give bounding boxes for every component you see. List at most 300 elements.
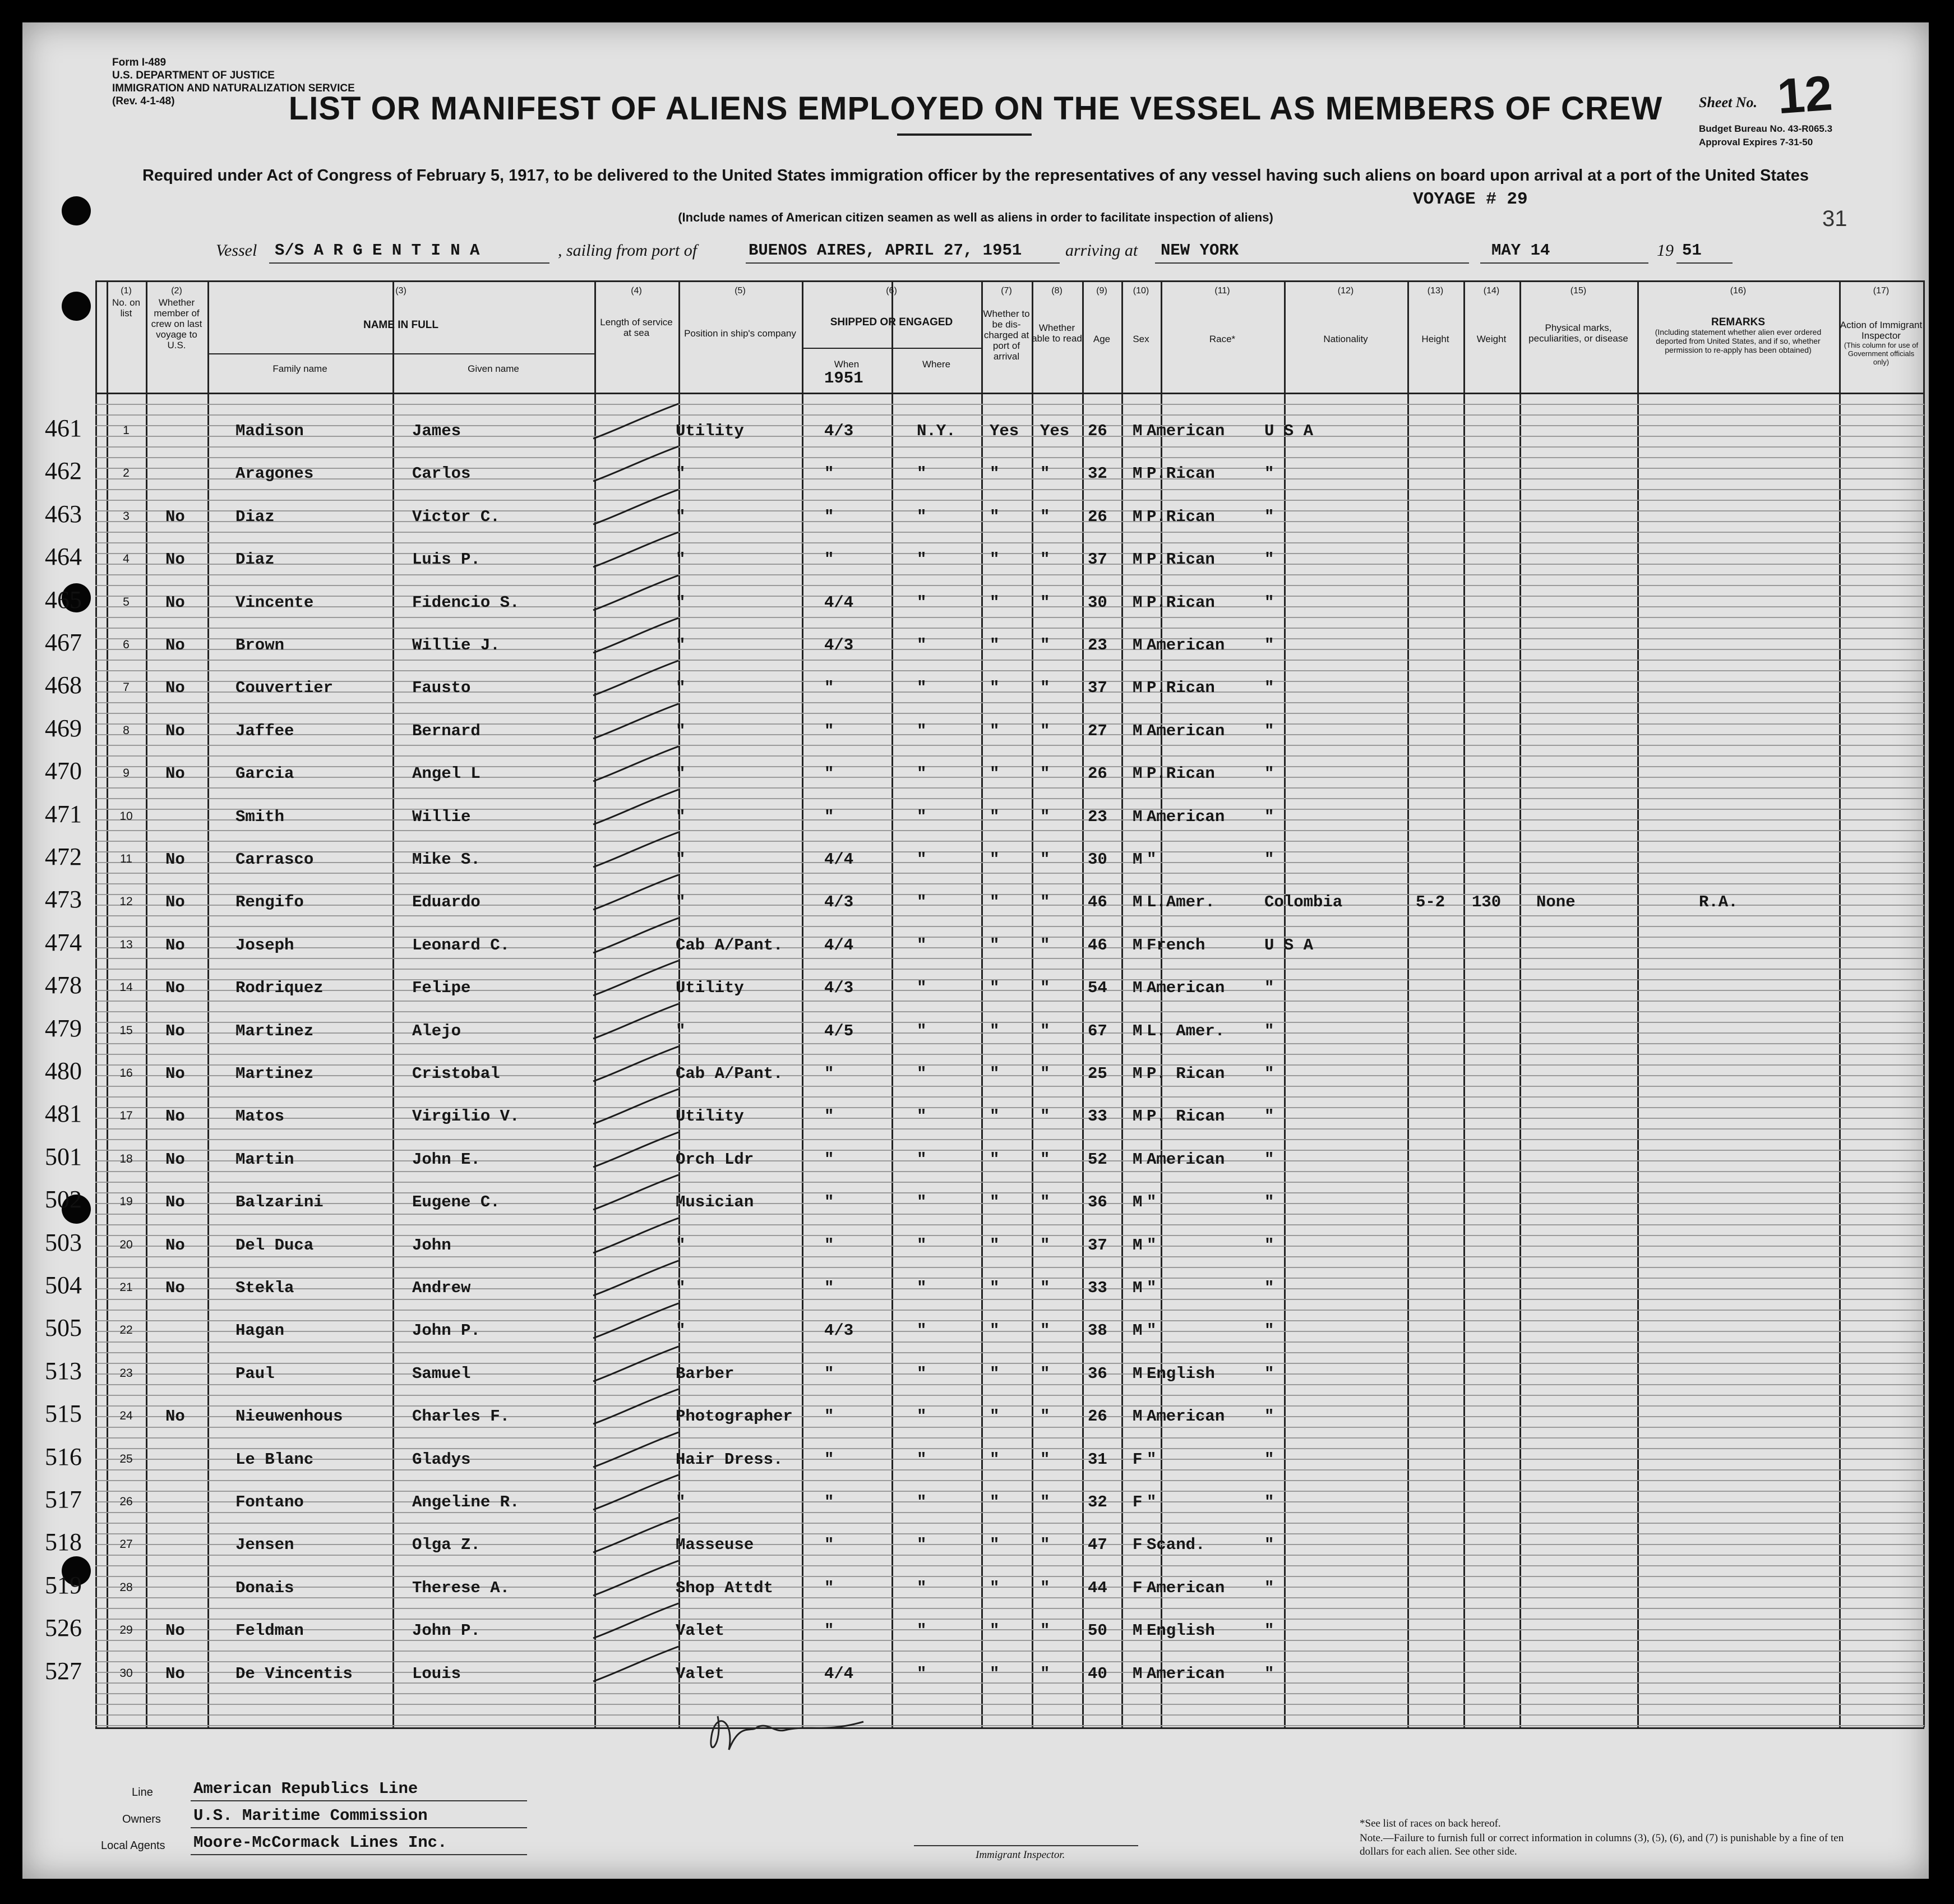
ruled-line [95, 1032, 1924, 1034]
cell-given: Olga Z. [412, 1536, 481, 1555]
cell-where: " [917, 1021, 927, 1040]
cell-family: Balzarini [235, 1193, 324, 1212]
ruled-line [95, 670, 1924, 671]
cell-family: Jaffee [235, 721, 294, 740]
ruled-line [95, 894, 1924, 895]
cell-position: " [676, 1021, 686, 1040]
cell-disch: " [990, 1150, 1000, 1169]
ruled-line [95, 809, 1924, 810]
ruled-line [95, 905, 1924, 906]
ruled-line [95, 734, 1924, 735]
ruled-line [95, 596, 1924, 597]
cell-read: " [1040, 507, 1050, 526]
ruled-line [95, 1565, 1924, 1566]
cell-age: 36 [1088, 1364, 1107, 1383]
cell-when: " [824, 1364, 834, 1383]
cell-race: American [1147, 1578, 1225, 1597]
cell-given: Bernard [412, 721, 481, 740]
cell-where: " [917, 464, 927, 483]
cell-where: " [917, 807, 927, 826]
cell-last: No [165, 850, 185, 869]
cell-where: N.Y. [917, 422, 956, 440]
column-rule [802, 280, 803, 1727]
header-race: Race* [1209, 334, 1236, 344]
owners-underline [191, 1827, 527, 1828]
ruled-line [95, 1096, 1924, 1098]
cell-nat: Colombia [1264, 893, 1343, 912]
service-check-mark [589, 1428, 684, 1473]
tally-number: 463 [45, 500, 82, 528]
ruled-line [95, 510, 1924, 511]
ruled-line [95, 979, 1924, 980]
ruled-line [95, 713, 1924, 714]
cell-sex: M [1133, 979, 1143, 998]
year-suffix: 51 [1682, 241, 1702, 260]
cell-disch: " [990, 679, 1000, 698]
cell-position: Barber [676, 1364, 735, 1383]
ruled-line [95, 1320, 1924, 1321]
cell-given: Therese A. [412, 1578, 510, 1597]
ruled-line [95, 1629, 1924, 1630]
ruled-line [95, 638, 1924, 639]
cell-read: " [1040, 593, 1050, 612]
column-rule [95, 280, 97, 1727]
cell-race: American [1147, 1150, 1225, 1169]
colnum-2: (2) [171, 286, 182, 296]
ruled-line [95, 1086, 1924, 1087]
ruled-line [95, 723, 1924, 725]
cell-disch: " [990, 764, 1000, 783]
cell-last: No [165, 979, 185, 998]
ruled-line [95, 574, 1924, 575]
cell-age: 44 [1088, 1578, 1107, 1597]
cell-last: No [165, 1621, 185, 1640]
cell-when: " [824, 679, 834, 698]
ruled-line [95, 1491, 1924, 1492]
voyage-number: VOYAGE # 29 [1413, 190, 1528, 209]
cell-sex: M [1133, 1621, 1143, 1640]
cell-sex: M [1133, 1235, 1143, 1255]
colnum-13: (13) [1427, 286, 1444, 296]
cell-no: 19 [119, 1195, 133, 1209]
ruled-line [95, 1001, 1924, 1002]
cell-no: 21 [119, 1281, 133, 1294]
cell-disch: " [990, 1279, 1000, 1297]
cell-read: " [1040, 1150, 1050, 1169]
header-given: Given name [468, 363, 519, 374]
agents-underline [191, 1854, 527, 1855]
cell-read: " [1040, 1021, 1050, 1040]
column-rule [1407, 280, 1409, 1727]
cell-family: Martin [235, 1150, 294, 1169]
cell-given: John P. [412, 1321, 481, 1340]
cell-when: " [824, 1493, 834, 1511]
cell-no: 1 [123, 424, 130, 437]
cell-disch: " [990, 550, 1000, 569]
sheet-number: 12 [1775, 64, 1835, 125]
colnum-9: (9) [1096, 286, 1107, 296]
column-rule [146, 280, 147, 1727]
cell-where: " [917, 721, 927, 740]
tally-number: 513 [45, 1357, 82, 1385]
cell-no: 9 [123, 767, 130, 780]
cell-where: " [917, 507, 927, 526]
service-check-mark [589, 656, 684, 701]
cell-when: " [824, 1279, 834, 1297]
ruled-line [95, 862, 1924, 863]
cell-nat: " [1264, 1450, 1274, 1469]
subtitle: Required under Act of Congress of February 5, 1917, to be delivered to the United States immigration officer by the representatives of any vessel having such aliens on board upon arrival at a port of the United States [142, 167, 1809, 185]
column-rule [1463, 280, 1465, 1727]
cell-when: " [824, 1450, 834, 1469]
cell-family: Del Duca [235, 1235, 314, 1255]
cell-where: " [917, 1578, 927, 1597]
cell-no: 23 [119, 1366, 133, 1380]
cell-when: " [824, 1064, 834, 1083]
cell-sex: F [1133, 1536, 1143, 1555]
cell-family: Aragones [235, 464, 314, 483]
tally-number: 502 [45, 1186, 82, 1214]
cell-last: No [165, 550, 185, 569]
ruled-line [95, 1256, 1924, 1257]
cell-family: Feldman [235, 1621, 304, 1640]
cell-where: " [917, 1450, 927, 1469]
cell-given: Fidencio S. [412, 593, 520, 612]
service-check-mark [589, 1256, 684, 1301]
ruled-line [95, 1555, 1924, 1556]
service-check-mark [589, 1642, 684, 1687]
cell-sex: M [1133, 1150, 1143, 1169]
cell-no: 25 [119, 1452, 133, 1465]
cell-sex: F [1133, 1578, 1143, 1597]
line-value: American Republics Line [193, 1779, 418, 1798]
service-check-mark [589, 1599, 684, 1644]
cell-family: Carrasco [235, 850, 314, 869]
header-weight: Weight [1476, 334, 1507, 344]
header-where: Where [922, 359, 951, 370]
service-check-mark [589, 1299, 684, 1344]
header-name [207, 320, 594, 330]
cell-last: No [165, 1107, 185, 1126]
cell-sex: M [1133, 507, 1143, 526]
cell-race: French [1147, 935, 1205, 955]
cell-age: 37 [1088, 550, 1107, 569]
cell-family: Vincente [235, 593, 314, 612]
cell-read: " [1040, 636, 1050, 654]
header-length-service: Length of service at sea [600, 317, 673, 338]
agents-value: Moore-McCormack Lines Inc. [193, 1833, 447, 1852]
tally-number: 481 [45, 1100, 82, 1128]
cell-disch: " [990, 807, 1000, 826]
cell-nat: " [1264, 1536, 1274, 1555]
inspector-underline [914, 1845, 1138, 1846]
cell-last: No [165, 1235, 185, 1255]
cell-disch: " [990, 1536, 1000, 1555]
header-shipped [802, 317, 981, 328]
header-nationality: Nationality [1323, 334, 1368, 344]
cell-no: 14 [119, 981, 133, 994]
cell-family: Martinez [235, 1064, 314, 1083]
arrival-date: MAY 14 [1491, 241, 1550, 260]
owners-label: Owners [122, 1813, 161, 1825]
cell-given: Mike S. [412, 850, 481, 869]
cell-given: Carlos [412, 464, 471, 483]
cell-given: Fausto [412, 679, 471, 698]
note-text: —Failure to furnish full or correct information in columns (3), (5), (6), and (7) is punishable by a fine of ten dollars for each alien. See other side. [1360, 1832, 1844, 1857]
column-rule [1519, 280, 1521, 1727]
cell-given: Eugene C. [412, 1193, 500, 1212]
sheet-label: Sheet No. [1699, 94, 1757, 110]
vessel-label: Vessel [216, 241, 257, 260]
ruled-line [95, 1437, 1924, 1439]
service-check-mark [589, 742, 684, 787]
ruled-line [95, 1139, 1924, 1140]
cell-where: " [917, 1407, 927, 1426]
cell-age: 67 [1088, 1021, 1107, 1040]
cell-race: " [1147, 1493, 1157, 1511]
cell-position: Orch Ldr [676, 1150, 754, 1169]
cell-sex: M [1133, 1664, 1143, 1683]
cell-race: American [1147, 1407, 1225, 1426]
cell-no: 26 [119, 1495, 133, 1508]
cell-family: Donais [235, 1578, 294, 1597]
ruled-line [95, 1395, 1924, 1396]
cell-no: 10 [119, 809, 133, 823]
ruled-line [95, 691, 1924, 693]
cell-where: " [917, 550, 927, 569]
cell-race: American [1147, 979, 1225, 998]
cell-read: " [1040, 935, 1050, 955]
cell-family: Couvertier [235, 679, 334, 698]
cell-position: " [676, 764, 686, 783]
cell-race: American [1147, 807, 1225, 826]
manifest-table [22, 22, 1929, 1879]
cell-age: 37 [1088, 1235, 1107, 1255]
ruled-line [95, 1587, 1924, 1588]
cell-race: Scand. [1147, 1536, 1205, 1555]
cell-age: 23 [1088, 807, 1107, 826]
ruled-line [95, 1341, 1924, 1343]
cell-last: No [165, 1193, 185, 1212]
column-rule [1284, 280, 1286, 1727]
tally-number: 461 [45, 414, 82, 442]
cell-age: 31 [1088, 1450, 1107, 1469]
colnum-15: (15) [1570, 286, 1587, 296]
header-physical-marks: Physical marks, peculiarities, or disease [1528, 322, 1628, 344]
cell-disch: " [990, 1493, 1000, 1511]
cell-where: " [917, 1321, 927, 1340]
tally-number: 465 [45, 586, 82, 614]
service-check-mark [589, 1470, 684, 1515]
cell-disch: " [990, 1193, 1000, 1212]
ruled-line [95, 1405, 1924, 1407]
cell-nat: " [1264, 464, 1274, 483]
cell-position: " [676, 1321, 686, 1340]
cell-nat: " [1264, 850, 1274, 869]
ruled-line [95, 478, 1924, 480]
cell-when: 4/3 [824, 636, 854, 654]
tally-number: 472 [45, 843, 82, 870]
column-rule [207, 280, 209, 1727]
cell-family: Madison [235, 422, 304, 440]
cell-sex: F [1133, 1450, 1143, 1469]
cell-position: Shop Attdt [676, 1578, 774, 1597]
ruled-line [95, 1501, 1924, 1502]
cell-race: P.Rican [1147, 593, 1215, 612]
cell-age: 40 [1088, 1664, 1107, 1683]
ruled-line [95, 649, 1924, 650]
tally-number: 467 [45, 629, 82, 656]
cell-no: 2 [123, 467, 130, 480]
cell-nat: " [1264, 1150, 1274, 1169]
cell-read: " [1040, 550, 1050, 569]
cell-sex: M [1133, 1021, 1143, 1040]
colnum-5: (5) [735, 286, 746, 296]
cell-last: No [165, 1664, 185, 1683]
cell-when: " [824, 721, 834, 740]
cell-position: " [676, 636, 686, 654]
cell-read: " [1040, 721, 1050, 740]
cell-disch: " [990, 1621, 1000, 1640]
cell-position: " [676, 464, 686, 483]
tally-number: 470 [45, 757, 82, 785]
tally-number: 503 [45, 1228, 82, 1256]
cell-age: 27 [1088, 721, 1107, 740]
cell-race: " [1147, 1235, 1157, 1255]
ruled-line [95, 1352, 1924, 1353]
service-check-mark [589, 1513, 684, 1558]
cell-nat: " [1264, 1621, 1274, 1640]
colnum-4: (4) [631, 286, 642, 296]
cell-last: No [165, 893, 185, 912]
ruled-line [95, 1448, 1924, 1449]
ruled-line [95, 926, 1924, 927]
cell-when: 4/4 [824, 850, 854, 869]
cell-where: " [917, 1621, 927, 1640]
cell-read: " [1040, 1321, 1050, 1340]
tally-number: 526 [45, 1614, 82, 1642]
cell-race: " [1147, 1321, 1157, 1340]
ruled-line [95, 1022, 1924, 1023]
ruled-line [95, 404, 1924, 405]
ruled-line [95, 564, 1924, 565]
cell-when: 4/5 [824, 1021, 854, 1040]
ruled-line [95, 1480, 1924, 1481]
shipped-subheader-rule [802, 348, 981, 349]
ruled-line [95, 1043, 1924, 1044]
cell-family: Nieuwenhous [235, 1407, 343, 1426]
colnum-16: (16) [1730, 286, 1747, 296]
ruled-line [95, 617, 1924, 618]
cell-last: No [165, 721, 185, 740]
ruled-line [95, 1182, 1924, 1183]
column-rule [1637, 280, 1639, 1727]
cell-disch: " [990, 1364, 1000, 1383]
ruled-line [95, 787, 1924, 789]
cell-where: " [917, 1150, 927, 1169]
approval-expires: Approval Expires 7-31-50 [1699, 137, 1813, 147]
cell-family: Brown [235, 636, 285, 654]
tally-number: 474 [45, 928, 82, 956]
cell-position: Utility [676, 422, 744, 440]
note-label: Note. [1360, 1832, 1383, 1844]
cell-position: " [676, 1493, 686, 1511]
header-discharged: Whether to be dis-charged at port of arrival [983, 308, 1030, 362]
colnum-1: (1) [121, 286, 132, 296]
cell-position: " [676, 807, 686, 826]
cell-disch: " [990, 636, 1000, 654]
cell-read: " [1040, 1664, 1050, 1683]
cell-no: 17 [119, 1109, 133, 1123]
tally-number: 516 [45, 1442, 82, 1470]
line-underline [191, 1800, 527, 1801]
cell-where: " [917, 1279, 927, 1297]
cell-when: 4/3 [824, 893, 854, 912]
cell-read: " [1040, 1364, 1050, 1383]
cell-when: " [824, 1536, 834, 1555]
cell-race: P. Rican [1147, 1064, 1225, 1083]
header-when: When [834, 359, 860, 370]
cell-when: " [824, 1193, 834, 1212]
service-check-mark [589, 571, 684, 616]
cell-disch: " [990, 593, 1000, 612]
cell-age: 54 [1088, 979, 1107, 998]
header-action-label: Action of Immigrant Inspector [1840, 320, 1923, 341]
cell-age: 46 [1088, 935, 1107, 955]
cell-nat: " [1264, 636, 1274, 654]
cell-when: " [824, 807, 834, 826]
page-title: LIST OR MANIFEST OF ALIENS EMPLOYED ON THE VESSEL AS MEMBERS OF CREW [288, 90, 1663, 127]
cell-no: 24 [119, 1409, 133, 1423]
cell-age: 26 [1088, 507, 1107, 526]
cell-read: " [1040, 1407, 1050, 1426]
cell-disch: " [990, 893, 1000, 912]
cell-given: Gladys [412, 1450, 471, 1469]
cell-sex: M [1133, 1279, 1143, 1297]
colnum-8: (8) [1051, 286, 1063, 296]
ruled-line [95, 1576, 1924, 1577]
cell-race: P. Rican [1147, 1107, 1225, 1126]
column-rule [1032, 280, 1033, 1727]
cell-read: " [1040, 1536, 1050, 1555]
ruled-line [95, 1384, 1924, 1385]
cell-read: " [1040, 1493, 1050, 1511]
cell-no: 11 [120, 852, 132, 865]
cell-height: 5-2 [1416, 893, 1445, 912]
ruled-line [95, 585, 1924, 586]
table-bottom-rule [95, 1727, 1924, 1729]
cell-given: Willie J. [412, 636, 500, 654]
cell-race: English [1147, 1621, 1215, 1640]
cell-last: No [165, 636, 185, 654]
cell-race: English [1147, 1364, 1215, 1383]
ruled-line [95, 1192, 1924, 1193]
ruled-line [95, 1203, 1924, 1204]
ruled-line [95, 1246, 1924, 1247]
service-check-mark [589, 1170, 684, 1215]
ruled-line [95, 766, 1924, 767]
ruled-line [95, 1331, 1924, 1332]
service-check-mark [589, 528, 684, 573]
ruled-line [95, 1373, 1924, 1375]
tally-number: 515 [45, 1400, 82, 1428]
cell-when: " [824, 550, 834, 569]
cell-no: 27 [119, 1538, 133, 1551]
ruled-line [95, 990, 1924, 991]
cell-nat: " [1264, 1664, 1274, 1683]
ruled-line [95, 1459, 1924, 1460]
cell-nat: " [1264, 593, 1274, 612]
